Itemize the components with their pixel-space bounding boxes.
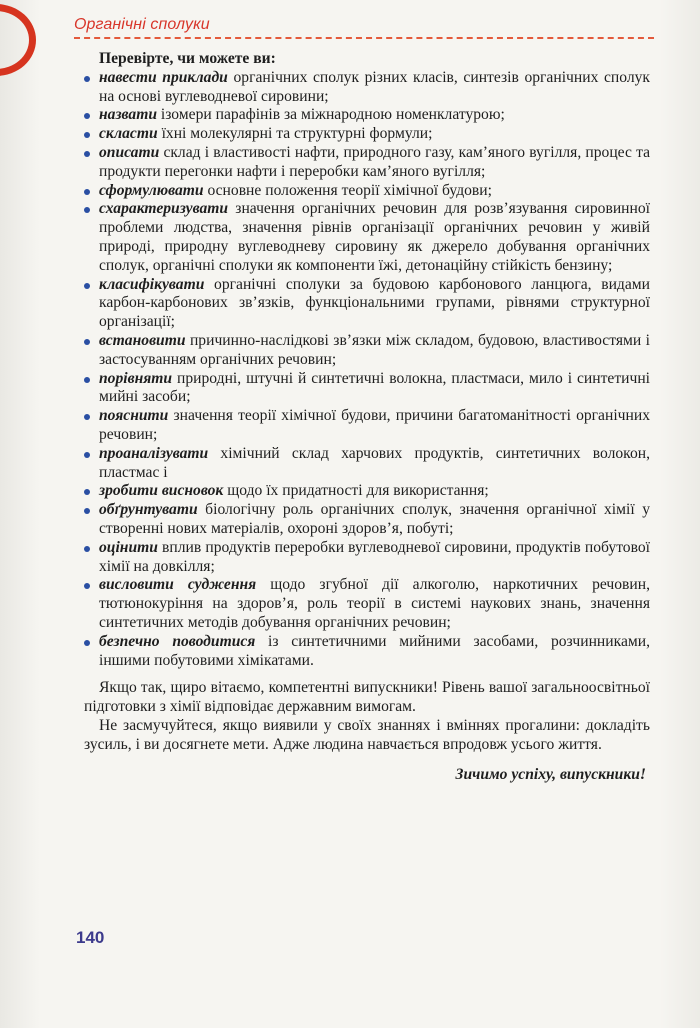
skill-text: із синтетичними мийними засобами, розчинниками, іншими побутовими хімікатами. [99, 632, 650, 669]
skill-text: склад і властивості нафти, природного газу, кам’яного вугілля, процес та продукти перегонки нафти і переробки кам’яного вугілля; [99, 143, 650, 180]
skill-text: щодо їх придатності для використання; [223, 482, 489, 500]
bullet-icon [84, 189, 90, 195]
skill-verb: сформулювати [99, 181, 204, 199]
header-title: Органічні сполуки [74, 16, 210, 33]
encouragement-paragraph: Не засмучуйтеся, якщо виявили у своїх знаннях і вміннях прогалини: докладіть зусиль, і ви досягнете мети. Адже людина навчається впродовж усього життя. [84, 716, 650, 753]
bullet-icon [84, 339, 90, 345]
skill-verb: зробити висновок [99, 482, 224, 500]
skill-verb: проаналізувати [99, 444, 209, 462]
bullet-icon [84, 283, 90, 289]
skills-list [84, 69, 650, 671]
list-item [84, 106, 650, 125]
skill-text: причинно-наслідкові зв’язки між складом, будовою, властивостями і застосуванням органічних речовин; [99, 331, 650, 368]
bullet-icon [84, 151, 90, 157]
bullet-icon [84, 546, 90, 552]
skill-verb: безпечно поводитися [99, 632, 256, 650]
list-item [84, 332, 650, 370]
list-item [84, 501, 650, 539]
skill-text: значення органічних речовин для розв’язування сировинної проблеми людства, значення рівнів організації органічних речовин у живій природі, природну вуглеводневу сировину як джерело добування органічних сполук, органічні сполуки як компоненти їжі, детонаційну стійкість бензину; [99, 200, 650, 274]
list-item [84, 144, 650, 182]
skill-text: вплив продуктів переробки вуглеводневої сировини, продуктів побутової хімії на довкілля; [99, 538, 650, 575]
list-item [84, 407, 650, 445]
bullet-icon [84, 113, 90, 119]
skill-text: хімічний склад харчових продуктів, синтетичних волокон, пластмас і [99, 444, 650, 481]
skill-verb: оцінити [99, 538, 158, 556]
skill-text: ізомери парафінів за міжнародною номенклатурою; [157, 106, 505, 124]
bullet-icon [84, 377, 90, 383]
running-header [74, 10, 654, 40]
skill-verb: порівняти [99, 369, 173, 387]
bullet-icon [84, 508, 90, 514]
skill-verb: обґрунтувати [99, 501, 198, 519]
main-content [84, 50, 650, 801]
bullet-icon [84, 640, 90, 646]
bullet-icon [84, 452, 90, 458]
skill-text: органічні сполуки за будовою карбонового ланцюга, видами карбон-карбонових зв’язків, функціональними групами, рівнями структурної організації; [99, 275, 650, 331]
skill-text: основне положення теорії хімічної будови; [203, 181, 492, 199]
list-item [84, 633, 650, 671]
checklist-heading: Перевірте, чи можете ви: [99, 50, 276, 67]
list-item [84, 482, 650, 501]
skill-text: щодо згубної дії алкоголю, наркотичних речовин, тютюнокуріння на здоров’я, роль теорії в системі наукових знань, значення синтетичних методів добування органічних речовин; [99, 576, 650, 631]
list-item [84, 125, 650, 144]
skill-verb: скласти [99, 125, 158, 143]
skill-verb: встановити [99, 331, 186, 349]
skill-verb: назвати [99, 106, 157, 124]
list-item [84, 576, 650, 632]
list-item [84, 445, 650, 483]
bullet-icon [84, 76, 90, 82]
list-item [84, 69, 650, 107]
skill-verb: описати [99, 143, 160, 161]
list-item [84, 200, 650, 275]
congratulation-paragraph: Якщо так, щиро вітаємо, компетентні випускники! Рівень вашої загальноосвітньої підготовки з хімії відповідає державним вимогам. [84, 679, 650, 716]
bullet-icon [84, 583, 90, 589]
list-item [84, 276, 650, 332]
skill-text: природні, штучні й синтетичні волокна, пластмаси, мило і синтетичні мийні засоби; [99, 369, 650, 406]
bullet-icon [84, 414, 90, 420]
skill-verb: навести приклади [99, 68, 228, 86]
list-item [84, 182, 650, 201]
skill-text: органічних сполук різних класів, синтезів органічних сполук на основі вуглеводневої сировини; [99, 68, 650, 105]
skill-text: біологічну роль органічних сполук, значення органічної хімії у створенні нових матеріалів, охороні здоров’я, побуті; [99, 501, 650, 537]
skill-text: їхні молекулярні та структурні формули; [157, 125, 433, 143]
bullet-icon [84, 207, 90, 213]
page-number: 140 [76, 928, 105, 947]
list-item [84, 370, 650, 408]
skill-verb: схарактеризувати [99, 200, 229, 218]
skill-verb: висловити судження [99, 576, 257, 594]
closing-wish: Зичимо успіху, випускники! [455, 766, 646, 784]
list-item [84, 539, 650, 577]
bullet-icon [84, 489, 90, 495]
skill-text: значення теорії хімічної будови, причини багатоманітності органічних речовин; [99, 407, 650, 443]
skill-verb: пояснити [99, 407, 169, 425]
bullet-icon [84, 132, 90, 138]
header-dashed-rule [74, 37, 654, 39]
skill-verb: класифікувати [99, 275, 205, 293]
